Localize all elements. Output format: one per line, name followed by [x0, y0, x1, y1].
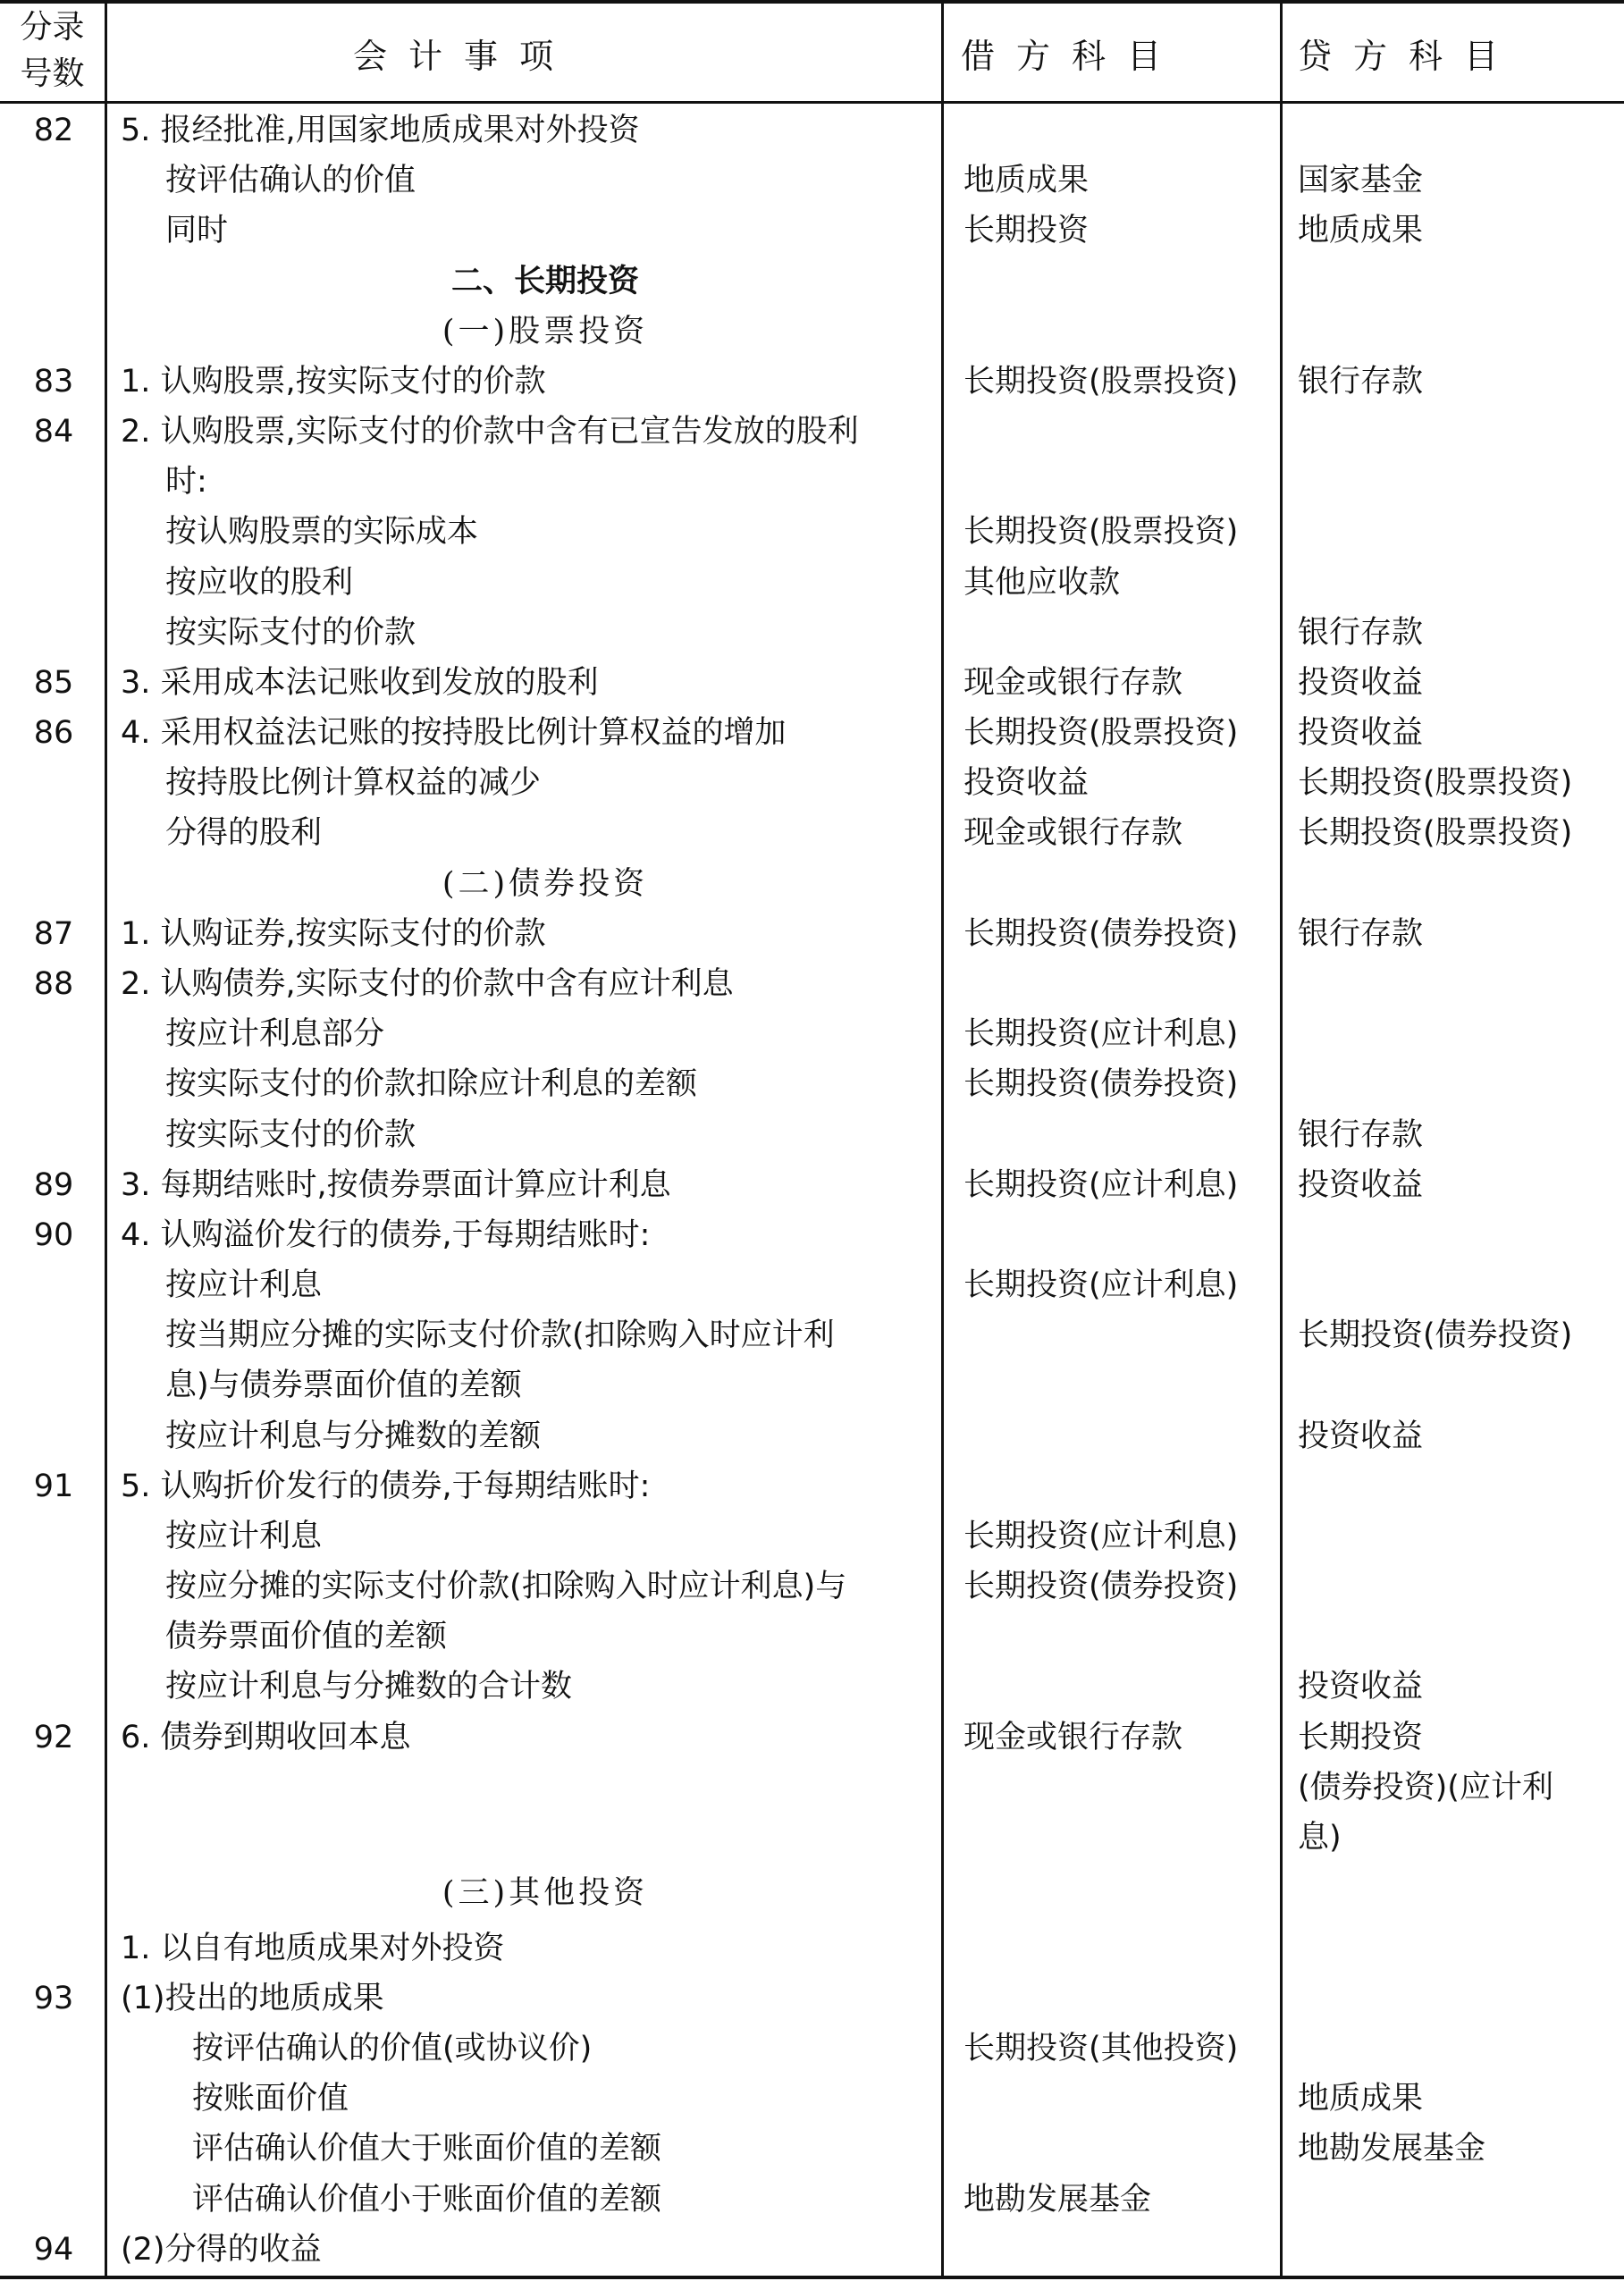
table-row: [0, 357, 1624, 407]
debit-account: 长期投资(应计利息): [963, 1016, 1239, 1052]
credit-account: 投资收益: [1298, 1418, 1424, 1454]
debit-account: 长期投资(股票投资): [963, 715, 1239, 751]
entry-description: 6. 债券到期收回本息: [121, 1720, 411, 1755]
credit-account: 银行存款: [1298, 615, 1424, 651]
credit-account: 银行存款: [1298, 364, 1424, 400]
table-row: [0, 1210, 1624, 1260]
debit-account: 长期投资(债券投资): [963, 1066, 1239, 1102]
entry-description: 1. 以自有地质成果对外投资: [121, 1931, 505, 1966]
table-row: [0, 658, 1624, 708]
entry-number: 87: [33, 916, 74, 952]
table-row: [0, 959, 1624, 1009]
entry-number: 89: [33, 1167, 74, 1203]
entry-description: 按应计利息: [165, 1267, 323, 1303]
entry-description: 1. 认购股票,按实际支付的价款: [121, 364, 546, 400]
entry-description: (1)投出的地质成果: [121, 1981, 384, 2016]
credit-account: 投资收益: [1298, 665, 1424, 701]
debit-account: 长期投资(应计利息): [963, 1267, 1239, 1303]
table-row: [0, 1561, 1624, 1612]
debit-account: 长期投资(应计利息): [963, 1167, 1239, 1203]
entry-description: 按应计利息与分摊数的差额: [165, 1418, 542, 1454]
table-row: [0, 2225, 1624, 2275]
table-row: [0, 1923, 1624, 1974]
table-row: [0, 1310, 1624, 1360]
debit-account: 长期投资(其他投资): [963, 2031, 1239, 2066]
credit-account: 投资收益: [1298, 715, 1424, 751]
debit-account: 长期投资(应计利息): [963, 1519, 1239, 1554]
table-row: [0, 1059, 1624, 1109]
entry-description: 同时: [165, 213, 229, 248]
entry-number: 94: [33, 2232, 74, 2268]
table-row: [0, 808, 1624, 858]
table-row: [0, 1713, 1624, 1763]
credit-account: 银行存款: [1298, 1117, 1424, 1153]
table-row: [0, 1763, 1624, 1813]
credit-account: 投资收益: [1298, 1669, 1424, 1704]
table-row: [0, 1009, 1624, 1059]
entry-description: 按持股比例计算权益的减少: [165, 765, 542, 801]
table-row: [0, 608, 1624, 658]
subsection-heading-row: [0, 859, 1624, 909]
credit-account: 长期投资: [1298, 1720, 1424, 1755]
entry-description: 评估确认价值大于账面价值的差额: [192, 2131, 662, 2167]
entry-description: 按实际支付的价款扣除应计利息的差额: [165, 1066, 698, 1102]
entry-description: 4. 采用权益法记账的按持股比例计算权益的增加: [121, 715, 787, 751]
subsection-heading-row: [0, 1868, 1624, 1918]
table-row: [0, 708, 1624, 758]
debit-account: 长期投资(债券投资): [963, 916, 1239, 952]
header-entry-number: [0, 4, 105, 101]
table-row: [0, 1411, 1624, 1461]
table-row: [0, 1360, 1624, 1410]
entry-description: 按评估确认的价值: [165, 163, 417, 198]
credit-account: 国家基金: [1298, 163, 1424, 198]
table-row: [0, 1612, 1624, 1662]
entry-description: 1. 认购证券,按实际支付的价款: [121, 916, 546, 952]
entry-description: 息)与债券票面价值的差额: [165, 1368, 522, 1403]
table-row: [0, 1461, 1624, 1511]
debit-account: 地质成果: [963, 163, 1090, 198]
table-row: [0, 457, 1624, 507]
table-row: [0, 2124, 1624, 2174]
table-row: [0, 1511, 1624, 1561]
credit-account: (债券投资)(应计利: [1298, 1770, 1553, 1805]
entry-number: 93: [33, 1981, 74, 2016]
entry-description: 按应计利息与分摊数的合计数: [165, 1669, 573, 1704]
entry-description: 4. 认购溢价发行的债券,于每期结账时:: [121, 1217, 651, 1253]
entry-number: 92: [33, 1720, 74, 1755]
header-debit-account: 借方科目: [961, 36, 1183, 76]
entry-number: 85: [33, 665, 74, 701]
table-row: [0, 909, 1624, 959]
credit-account: 地质成果: [1298, 2081, 1424, 2117]
entry-description: 3. 每期结账时,按债券票面计算应计利息: [121, 1167, 671, 1203]
entry-description: (2)分得的收益: [121, 2232, 322, 2268]
entry-number: 83: [33, 364, 74, 400]
entry-number: 84: [33, 414, 74, 450]
subsection-heading: (一)股票投资: [442, 314, 649, 349]
credit-account: 长期投资(股票投资): [1298, 815, 1573, 851]
table-row: [0, 206, 1624, 256]
table-row: [0, 758, 1624, 808]
table-row: [0, 1813, 1624, 1863]
table-row: [0, 1974, 1624, 2024]
table-row: [0, 1110, 1624, 1160]
table-row: [0, 1160, 1624, 1210]
credit-account: 长期投资(股票投资): [1298, 765, 1573, 801]
entry-description: 2. 认购债券,实际支付的价款中含有应计利息: [121, 966, 734, 1002]
table-row: [0, 1662, 1624, 1712]
entry-number: 91: [33, 1469, 74, 1504]
entry-number: 86: [33, 715, 74, 751]
header-divider: [0, 101, 1624, 104]
table-row: [0, 558, 1624, 608]
entry-number: 82: [33, 113, 74, 148]
entry-description: 5. 认购折价发行的债券,于每期结账时:: [121, 1469, 651, 1504]
section-heading-row: [0, 257, 1624, 307]
entry-description: 按认购股票的实际成本: [165, 514, 479, 550]
entry-description: 2. 认购股票,实际支付的价款中含有已宣告发放的股利: [121, 414, 859, 450]
table-row: [0, 2074, 1624, 2124]
subsection-heading: (二)债券投资: [442, 866, 649, 902]
entry-description: 时:: [165, 464, 207, 500]
entry-description: 按应分摊的实际支付价款(扣除购入时应计利息)与: [165, 1569, 847, 1604]
entry-description: 按评估确认的价值(或协议价): [192, 2031, 593, 2066]
debit-account: 其他应收款: [963, 565, 1121, 601]
credit-account: 长期投资(债券投资): [1298, 1317, 1573, 1353]
credit-account: 息): [1298, 1820, 1342, 1856]
table-row: [0, 1260, 1624, 1310]
header-entry-number-line1: 分录: [20, 9, 85, 46]
debit-account: 长期投资(股票投资): [963, 514, 1239, 550]
table-row: [0, 2024, 1624, 2074]
table-row: [0, 407, 1624, 457]
table-row: [0, 105, 1624, 156]
top-border: [0, 0, 1624, 4]
subsection-heading: (三)其他投资: [442, 1875, 649, 1911]
debit-account: 现金或银行存款: [963, 1720, 1183, 1755]
header-description: 会计事项: [353, 36, 576, 76]
credit-account: 地勘发展基金: [1298, 2131, 1486, 2167]
debit-account: 长期投资: [963, 213, 1090, 248]
header-entry-number-line2: 号数: [20, 55, 85, 92]
debit-account: 现金或银行存款: [963, 665, 1183, 701]
table-row: [0, 156, 1624, 206]
table-row: [0, 507, 1624, 557]
entry-description: 按应计利息部分: [165, 1016, 385, 1052]
entry-description: 分得的股利: [165, 815, 323, 851]
credit-account: 投资收益: [1298, 1167, 1424, 1203]
table-row: [0, 2175, 1624, 2225]
debit-account: 投资收益: [963, 765, 1090, 801]
entry-description: 5. 报经批准,用国家地质成果对外投资: [121, 113, 640, 148]
header-credit-account: 贷方科目: [1298, 36, 1520, 76]
entry-description: 评估确认价值小于账面价值的差额: [192, 2182, 662, 2218]
debit-account: 长期投资(股票投资): [963, 364, 1239, 400]
subsection-heading-row: [0, 307, 1624, 357]
section-heading: 二、长期投资: [450, 264, 639, 299]
credit-account: 地质成果: [1298, 213, 1424, 248]
entry-description: 按实际支付的价款: [165, 615, 417, 651]
entry-description: 按实际支付的价款: [165, 1117, 417, 1153]
bottom-border: [0, 2276, 1624, 2279]
entry-description: 债券票面价值的差额: [165, 1619, 448, 1654]
entry-number: 90: [33, 1217, 74, 1253]
debit-account: 长期投资(债券投资): [963, 1569, 1239, 1604]
entry-number: 88: [33, 966, 74, 1002]
entry-description: 按应收的股利: [165, 565, 354, 601]
entry-description: 按应计利息: [165, 1519, 323, 1554]
entry-description: 按账面价值: [192, 2081, 349, 2117]
entry-description: 3. 采用成本法记账收到发放的股利: [121, 665, 599, 701]
debit-account: 地勘发展基金: [963, 2182, 1152, 2218]
entry-description: 按当期应分摊的实际支付价款(扣除购入时应计利: [165, 1317, 835, 1353]
credit-account: 银行存款: [1298, 916, 1424, 952]
debit-account: 现金或银行存款: [963, 815, 1183, 851]
